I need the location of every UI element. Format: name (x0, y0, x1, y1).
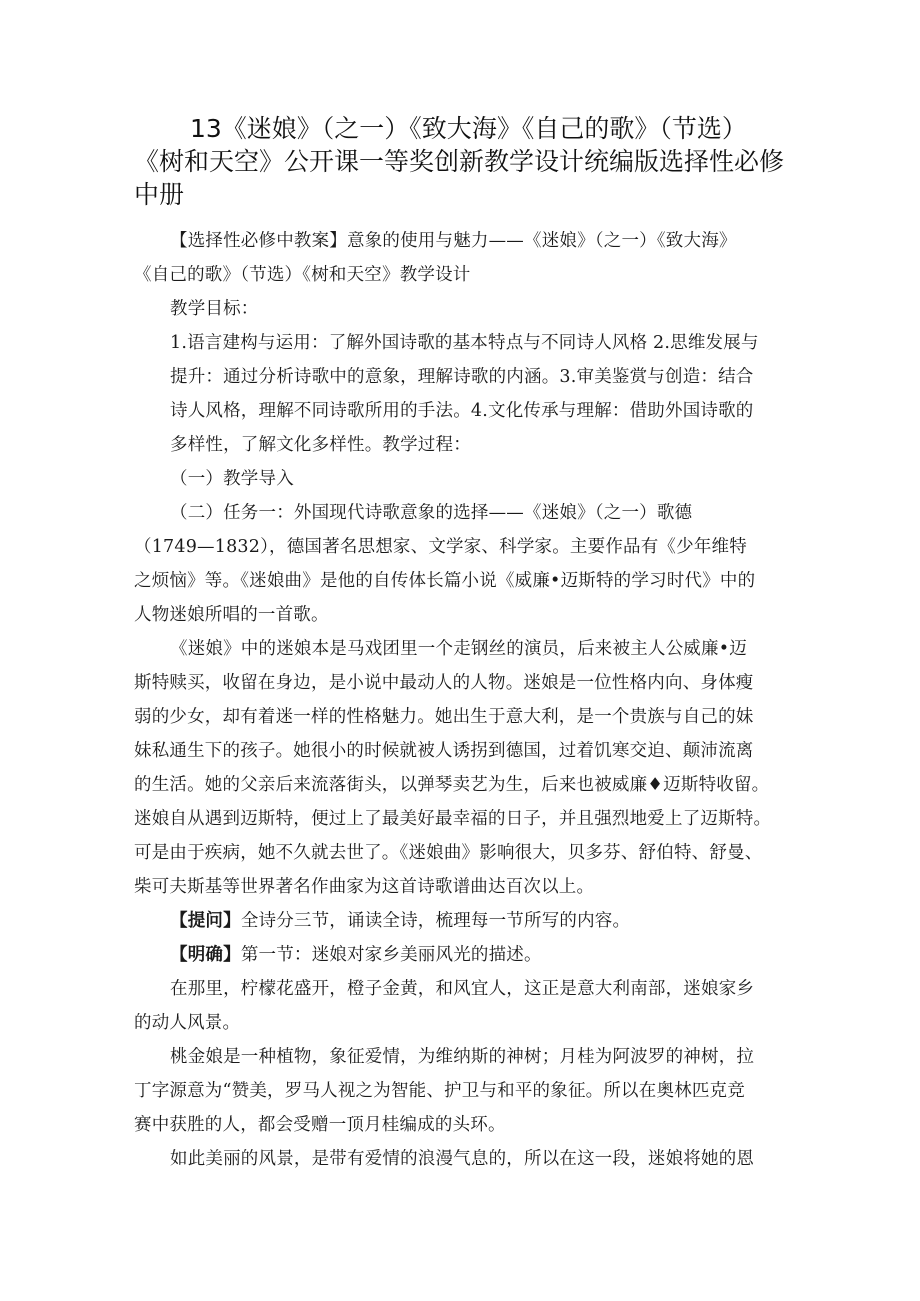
text-line: 迷娘自从遇到迈斯特，便过上了最美好最幸福的日子，并且强烈地爱上了迈斯特。 (134, 809, 772, 829)
title-line-2: 《树和天空》公开课一等奖创新教学设计统编版选择性必修 (134, 147, 785, 176)
text-line: 【选择性必修中教案】意象的使用与魅力——《迷娘》（之一）《致大海》 (170, 231, 737, 251)
clear-text: 第一节：迷娘对家乡美丽风光的描述。 (240, 945, 542, 965)
text-line: 弱的少女，却有着迷一样的性格魅力。她出生于意大利，是一个贵族与自己的妹 (134, 707, 754, 727)
text-line: 妹私通生下的孩子。她很小的时候就被人诱拐到德国，过着饥寒交迫、颠沛流离 (134, 741, 754, 761)
body-tail-lines (134, 972, 790, 1176)
text-line: （1749—1832），德国著名思想家、文学家、科学家。主要作品有《少年维特 (134, 537, 747, 557)
text-line: 教学目标： (170, 299, 259, 319)
text-line: 的动人风景。 (134, 1013, 241, 1033)
text-line: 诗人风格，理解不同诗歌所用的手法。4.文化传承与理解：借助外国诗歌的 (170, 401, 754, 421)
text-line: 的生活。她的父亲后来流落街头，以弹琴卖艺为生，后来也被威廉♦迈斯特收留。 (134, 775, 770, 795)
text-line: 之烦恼》等。《迷娘曲》是他的自传体长篇小说《威廉•迈斯特的学习时代》中的 (134, 571, 756, 591)
text-line: 柴可夫斯基等世界著名作曲家为这首诗歌谱曲达百次以上。 (134, 877, 595, 897)
text-line: 《迷娘》中的迷娘本是马戏团里一个走钢丝的演员，后来被主人公威廉•迈 (170, 639, 747, 659)
clear-paragraph (134, 938, 790, 972)
text-line: 《自己的歌》（节选）《树和天空》教学设计 (134, 265, 471, 285)
text-line: （一）教学导入 (170, 469, 294, 489)
title-line-3: 中册 (134, 180, 185, 209)
text-line: （二）任务一：外国现代诗歌意象的选择——《迷娘》（之一）歌德 (170, 503, 693, 523)
text-line: 人物迷娘所唱的一首歌。 (134, 605, 329, 625)
document-body (134, 224, 790, 1176)
title-line-1: 13《迷娘》（之一）《致大海》《自己的歌》（节选） (190, 114, 747, 143)
ask-label: 【提问】 (170, 911, 241, 931)
text-line: 丁字源意为“赞美，罗马人视之为智能、护卫与和平的象征。所以在奥林匹克竞 (134, 1081, 745, 1101)
text-line: 可是由于疾病，她不久就去世了。《迷娘曲》影响很大，贝多芬、舒伯特、舒曼、 (134, 843, 763, 863)
text-line: 在那里，柠檬花盛开，橙子金黄，和风宜人，这正是意大利南部，迷娘家乡 (170, 979, 755, 999)
text-line: 赛中获胜的人，都会受赠一顶月桂编成的头环。 (134, 1115, 506, 1135)
ask-paragraph (134, 904, 790, 938)
document-title (134, 112, 804, 211)
body-lines (134, 224, 790, 904)
text-line: 斯特赎买，收留在身边，是小说中最动人的人物。迷娘是一位性格内向、身体瘦 (134, 673, 754, 693)
text-line: 如此美丽的风景，是带有爱情的浪漫气息的，所以在这一段，迷娘将她的恩 (170, 1149, 755, 1169)
text-line: 1.语言建构与运用：了解外国诗歌的基本特点与不同诗人风格 2.思维发展与 (170, 333, 759, 353)
ask-text: 全诗分三节，诵读全诗，梳理每一节所写的内容。 (240, 911, 631, 931)
text-line: 提升：通过分析诗歌中的意象，理解诗歌的内涵。3.审美鉴赏与创造：结合 (170, 367, 754, 387)
clear-label: 【明确】 (170, 945, 241, 965)
text-line: 桃金娘是一种植物，象征爱情，为维纳斯的神树；月桂为阿波罗的神树，拉 (170, 1047, 755, 1067)
text-line: 多样性，了解文化多样性。教学过程： (170, 435, 471, 455)
